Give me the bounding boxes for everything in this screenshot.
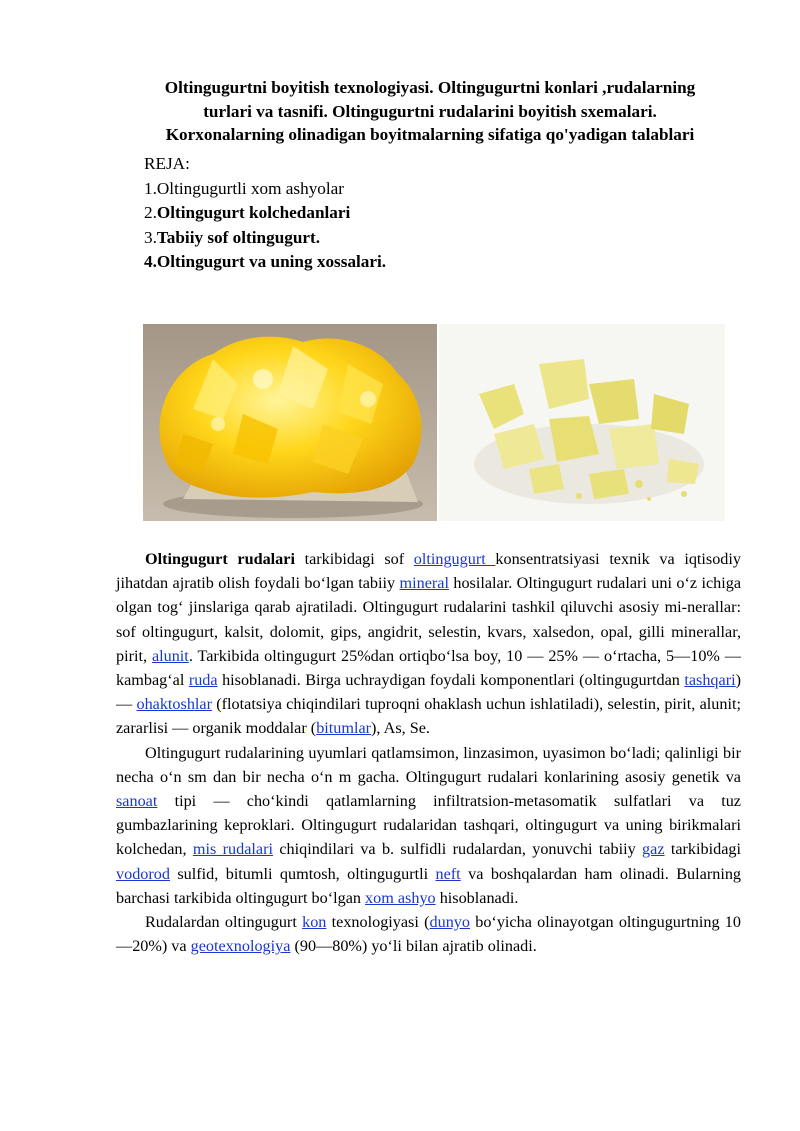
body-text [116,547,741,958]
link-neft[interactable]: neft [435,864,461,883]
link-kon[interactable]: kon [302,913,327,932]
plan-list [144,152,386,275]
paragraph-2: Oltingugurt rudalarining uyumlari qatlamsimon, linzasimon, uyasimon boʻladi; qalinligi bir necha oʻn sm dan bir necha oʻn m gacha. Oltingugurt rudalari konlarining asosiy genetik va sanoat tipi — choʻkindi qatlamlarning infiltratsion-metasomatik sulfatlari va tuz gumbazlarining keproklari. Oltingugurt rudalaridan tashqari, oltingugurt va uning birikmalari kolchedan, mis rudalari chiqindilari va b. sulfidli rudalardan, yonuvchi tabiiy gaz tarkibidagi vodorod sulfid, bitumli qumtosh, oltingugurtli neft va boshqalardan ham olinadi. Bularning barchasi tarkibida oltingugurt boʻlgan xom ashyo hisoblanadi. [116,743,742,907]
title-line-2: turlari va tasnifi. Oltingugurtni rudalarini boyitish sxemalari. [203,101,657,121]
link-sanoat[interactable]: sanoat [116,792,158,811]
plan-item-1: 1.Oltingugurtli xom ashyolar [144,178,345,198]
link-oltingugurt[interactable]: oltingugurt [413,550,496,568]
plan-item-4: 4.Oltingugurt va uning xossalari. [144,252,387,272]
sulfur-pieces-image [439,324,725,521]
link-dunyo[interactable]: dunyo [429,913,470,932]
title-line-1: Oltingugurtni boyitish texnologiyasi. Oltingugurtni konlari ,rudalarning [164,78,696,97]
plan-item-2: 2.Oltingugurt kolchedanlari [144,203,351,223]
link-geotexnologiya[interactable]: geotexnologiya [190,937,291,956]
plan-item-3: 3.Tabiiy sof oltingugurt. [144,227,321,247]
link-tashqari[interactable]: tashqari [684,671,736,690]
title-line-3: Korxonalarning olinadigan boyitmalarning sifatiga qo'yadigan talablari [165,125,695,144]
plan-heading: REJA: [144,154,190,173]
sulfur-crystal-image [143,324,437,521]
paragraph-3: Rudalardan oltingugurt kon texnologiyasi (dunyo boʻyicha olinayotgan oltingugurtning 10—20%) va geotexnologiya (90—80%) yoʻli bilan ajratib olinadi. [116,913,741,956]
link-ruda[interactable]: ruda [188,671,218,690]
link-gaz[interactable]: gaz [642,840,665,859]
paragraph-1: Oltingugurt rudalari tarkibidagi sof oltingugurt konsentratsiyasi texnik va iqtisodiy jihatdan ajratib olish foydali boʻlgan tabiiy mineral hosilalar. Oltingugurt rudalari uni oʻz ichiga olgan togʻ jinslariga qarab ajratiladi. Oltingugurt rudalarini tashkil qiluvchi asosiy mi-nerallar: sof oltingugurt, kalsit, dolomit, gips, angidrit, selestin, kvars, xalsedon, opal, gilli minerallar, pirit, alunit. Tarkibida oltingugurt 25%dan ortiqboʻlsa boy, 10 — 25% — oʻrtacha, 5—10% — kambagʻal ruda hisoblanadi. Birga uchraydigan foydali komponentlari (oltingugurtdan tashqari) — ohaktoshlar (flotatsiya chiqindilari tuproqni ohaklash uchun ishlatiladi), selestin, pirit, alunit; zararlisi — organik moddalar (bitumlar), As, Se. [116,550,742,738]
link-mis-rudalari[interactable]: mis rudalari [192,840,273,859]
page-title [110,76,750,147]
link-bitumlar[interactable]: bitumlar [316,719,372,738]
link-vodorod[interactable]: vodorod [116,864,170,883]
link-mineral[interactable]: mineral [399,574,449,593]
link-alunit[interactable]: alunit [151,646,189,665]
link-xom-ashyo[interactable]: xom ashyo [365,888,436,907]
link-ohaktoshlar[interactable]: ohaktoshlar [136,695,212,714]
sulfur-images [143,324,725,521]
